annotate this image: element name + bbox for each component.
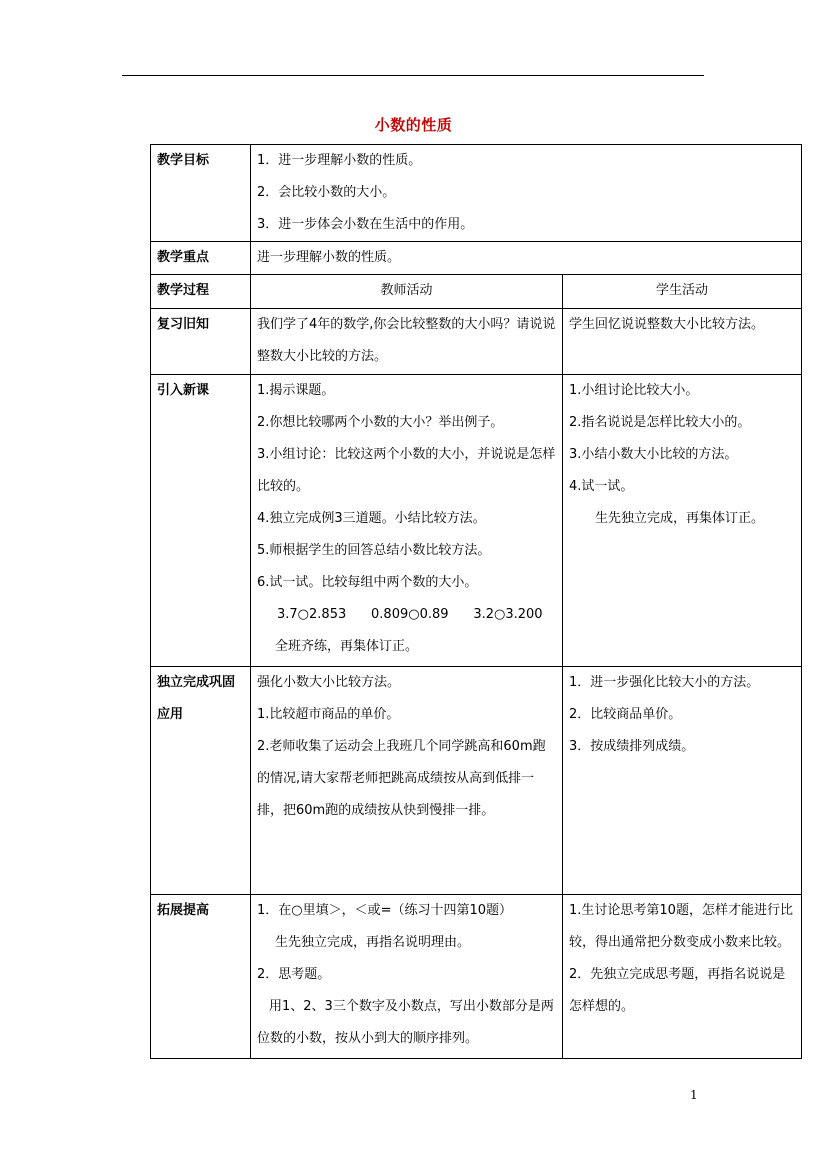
practice-student-item: 2．比较商品单价。 [569, 707, 682, 722]
intro-student-item: 1.小组讨论比较大小。 [569, 383, 699, 398]
extension-teacher-item: 2．思考题。 [257, 967, 331, 982]
review-row [151, 309, 802, 375]
extension-teacher-item: 生先独立完成，再指名说明理由。 [275, 935, 471, 950]
practice-teacher [251, 667, 563, 895]
page-number: 1 [690, 1088, 698, 1102]
key-points-row [151, 242, 802, 275]
intro-student-item: 3.小结小数大小比较的方法。 [569, 447, 738, 462]
extension-student [563, 895, 802, 1059]
intro-teacher-item: 4.独立完成例3三道题。小结比较方法。 [257, 511, 486, 526]
intro-row [151, 375, 802, 667]
extension-student-item: 1.生讨论思考第10题，怎样才能进行比较，得出通常把分数变成小数来比较。 [569, 903, 793, 950]
review-label: 复习旧知 [151, 309, 251, 375]
practice-teacher-item: 1.比较超市商品的单价。 [257, 707, 400, 722]
key-points-text: 进一步理解小数的性质。 [251, 242, 802, 275]
goal-item: 2．会比较小数的大小。 [257, 185, 396, 200]
intro-teacher [251, 375, 563, 667]
extension-label: 拓展提高 [151, 895, 251, 1059]
practice-student-item: 3．按成绩排列成绩。 [569, 739, 695, 754]
practice-teacher-item: 2.老师收集了运动会上我班几个同学跳高和60m跑的情况,请大家帮老师把跳高成绩按从高到低排一排，把60m跑的成绩按从快到慢排一排。 [257, 739, 546, 818]
intro-student-item: 2.指名说说是怎样比较大小的。 [569, 415, 751, 430]
review-student: 学生回忆说说整数大小比较方法。 [563, 309, 802, 375]
intro-teacher-item: 3.小组讨论：比较这两个小数的大小，并说说是怎样比较的。 [257, 447, 556, 494]
process-header-row [151, 275, 802, 309]
goals-content [251, 145, 802, 242]
practice-teacher-item: 强化小数大小比较方法。 [257, 675, 401, 690]
teacher-activity-header: 教师活动 [251, 275, 563, 309]
goals-label: 教学目标 [151, 145, 251, 242]
document-title: 小数的性质 [374, 116, 453, 134]
intro-student [563, 375, 802, 667]
practice-student [563, 667, 802, 895]
practice-label: 独立完成巩固应用 [151, 667, 251, 895]
key-points-label: 教学重点 [151, 242, 251, 275]
intro-student-item: 生先独立完成，再集体订正。 [595, 511, 765, 526]
intro-teacher-item: 1.揭示课题。 [257, 383, 335, 398]
extension-teacher-item: 1．在○里填＞，＜或=（练习十四第10题） [257, 903, 513, 918]
extension-teacher-item: 用1、2、3三个数字及小数点，写出小数部分是两位数的小数，按从小到大的顺序排列。 [257, 999, 554, 1046]
intro-teacher-item: 6.试一试。比较每组中两个数的大小。 [257, 575, 478, 590]
goals-row [151, 145, 802, 242]
extension-teacher [251, 895, 563, 1059]
extension-student-item: 2．先独立完成思考题，再指名说说是怎样想的。 [569, 967, 786, 1014]
intro-label: 引入新课 [151, 375, 251, 667]
lesson-plan-table [150, 144, 802, 1059]
intro-student-item: 4.试一试。 [569, 479, 634, 494]
compare-exercise: 3.7○2.853 0.809○0.89 3.2○3.200 [277, 607, 543, 622]
student-activity-header: 学生活动 [563, 275, 802, 309]
intro-teacher-item: 2.你想比较哪两个小数的大小？举出例子。 [257, 415, 504, 430]
goal-item: 3．进一步体会小数在生活中的作用。 [257, 217, 474, 232]
practice-row [151, 667, 802, 895]
intro-closing: 全班齐练，再集体订正。 [275, 639, 419, 654]
goal-item: 1．进一步理解小数的性质。 [257, 153, 422, 168]
process-label: 教学过程 [151, 275, 251, 309]
extension-row [151, 895, 802, 1059]
review-teacher: 我们学了4年的数学,你会比较整数的大小吗？请说说整数大小比较的方法。 [251, 309, 563, 375]
intro-teacher-item: 5.师根据学生的回答总结小数比较方法。 [257, 543, 491, 558]
header-rule [122, 75, 704, 76]
practice-student-item: 1．进一步强化比较大小的方法。 [569, 675, 760, 690]
